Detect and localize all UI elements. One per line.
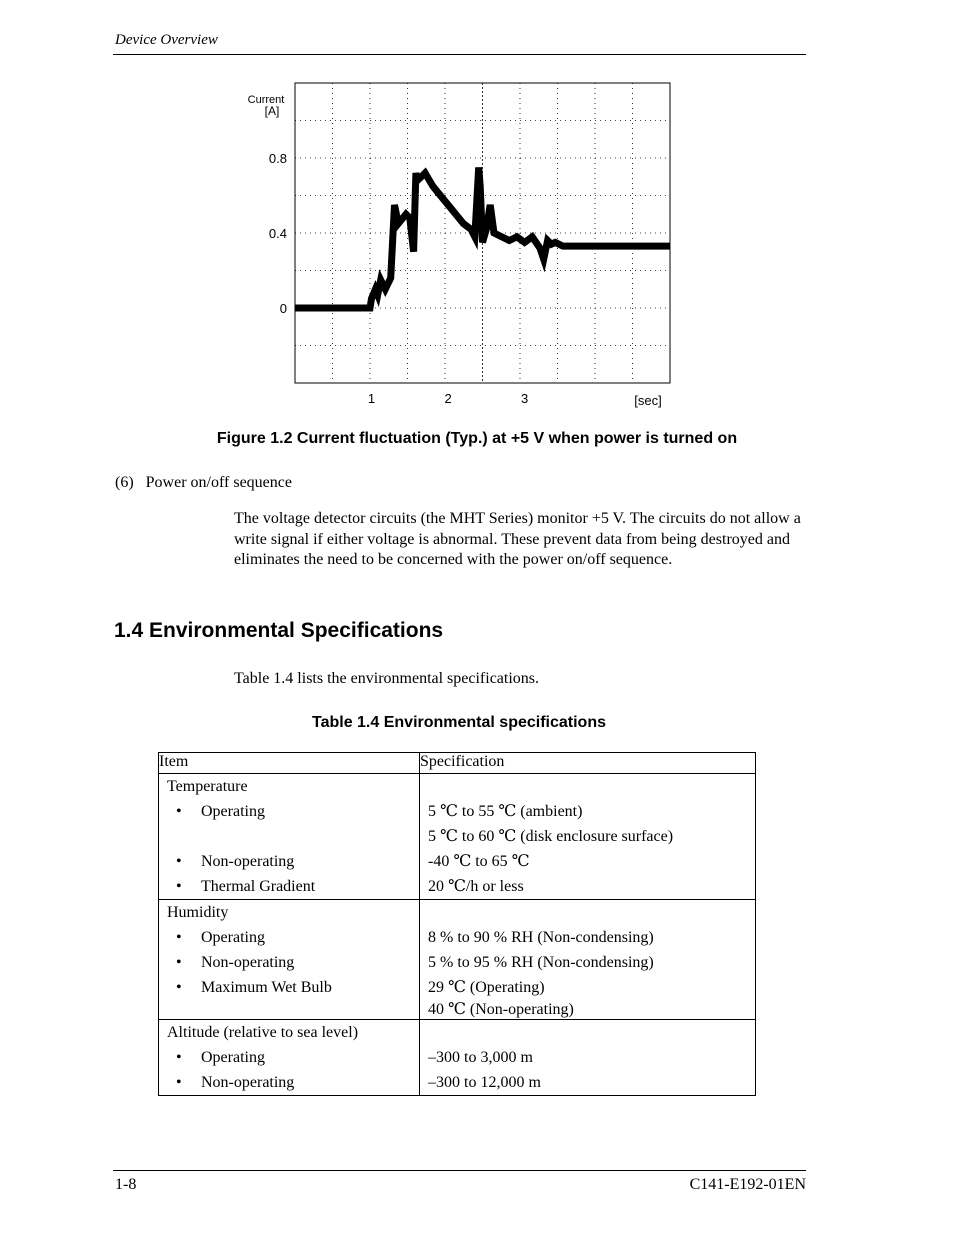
temp-operating-value-1: 5 ℃ to 55 ℃ (ambient) (428, 803, 583, 820)
table-row-altitude (159, 1020, 756, 1096)
current-fluctuation-chart (230, 78, 700, 418)
document-id: C141-E192-01EN (689, 1176, 806, 1193)
temperature-label: Temperature (167, 778, 248, 795)
header-item: Item (159, 753, 420, 774)
y-axis-label: Current (247, 94, 285, 106)
x-axis-unit: [sec] (634, 393, 662, 408)
page-number: 1-8 (115, 1176, 137, 1193)
temp-gradient-value: 20 ℃/h or less (428, 878, 524, 895)
header-rule (113, 54, 806, 55)
section-heading: 1.4 Environmental Specifications (114, 619, 444, 642)
temp-operating: • Operating (176, 803, 265, 820)
alt-nonoperating: • Non-operating (176, 1074, 295, 1091)
humidity-label: Humidity (167, 904, 229, 921)
y-tick-label: 0 (279, 301, 287, 316)
table-header-row (159, 753, 756, 774)
footer-rule (113, 1170, 806, 1171)
item-number: (6) (115, 474, 134, 491)
temp-nonoperating: • Non-operating (176, 853, 295, 870)
x-tick-label: 1 (367, 391, 376, 406)
header-specification: Specification (420, 753, 756, 774)
power-sequence-paragraph: The voltage detector circuits (the MHT Series) monitor +5 V. The circuits do not allow a write signal if either voltage is abnormal. These prevent data from being destroyed and eliminates the need to be concerned with the power on/off sequence. (234, 510, 801, 569)
figure-caption: Figure 1.2 Current fluctuation (Typ.) at +5 V when power is turned on (216, 430, 738, 447)
environmental-spec-table (158, 752, 756, 1096)
y-axis-unit: [A] (264, 104, 280, 118)
alt-operating: • Operating (176, 1049, 265, 1066)
axis-labels (248, 94, 662, 408)
table-row-temperature (159, 774, 756, 900)
hum-wetbulb: • Maximum Wet Bulb (176, 979, 332, 996)
alt-nonoperating-value: –300 to 12,000 m (428, 1074, 541, 1091)
temp-operating-value-2: 5 ℃ to 60 ℃ (disk enclosure surface) (428, 828, 674, 845)
hum-wetbulb-value-2: 40 ℃ (Non-operating) (428, 1001, 574, 1018)
hum-wetbulb-value-1: 29 ℃ (Operating) (428, 979, 545, 996)
table-row-humidity (159, 900, 756, 1020)
item-heading (115, 474, 292, 492)
hum-nonoperating: • Non-operating (176, 954, 295, 971)
y-tick-label: 0.4 (268, 226, 287, 241)
hum-operating: • Operating (176, 929, 265, 946)
temp-nonoperating-value: -40 ℃ to 65 ℃ (428, 853, 530, 870)
altitude-label: Altitude (relative to sea level) (167, 1024, 359, 1041)
hum-nonoperating-value: 5 % to 95 % RH (Non-condensing) (428, 954, 654, 971)
section-intro: Table 1.4 lists the environmental specifications. (234, 670, 540, 687)
table-caption: Table 1.4 Environmental specifications (311, 714, 606, 731)
y-tick-label: 0.8 (268, 151, 287, 166)
x-tick-label: 2 (444, 391, 452, 406)
temp-gradient: • Thermal Gradient (176, 878, 316, 895)
hum-operating-value: 8 % to 90 % RH (Non-condensing) (428, 929, 654, 946)
x-tick-label: 3 (520, 391, 529, 406)
running-header: Device Overview (115, 32, 218, 48)
current-trace (295, 167, 670, 308)
alt-operating-value: –300 to 3,000 m (428, 1049, 533, 1066)
item-title: Power on/off sequence (145, 474, 292, 491)
